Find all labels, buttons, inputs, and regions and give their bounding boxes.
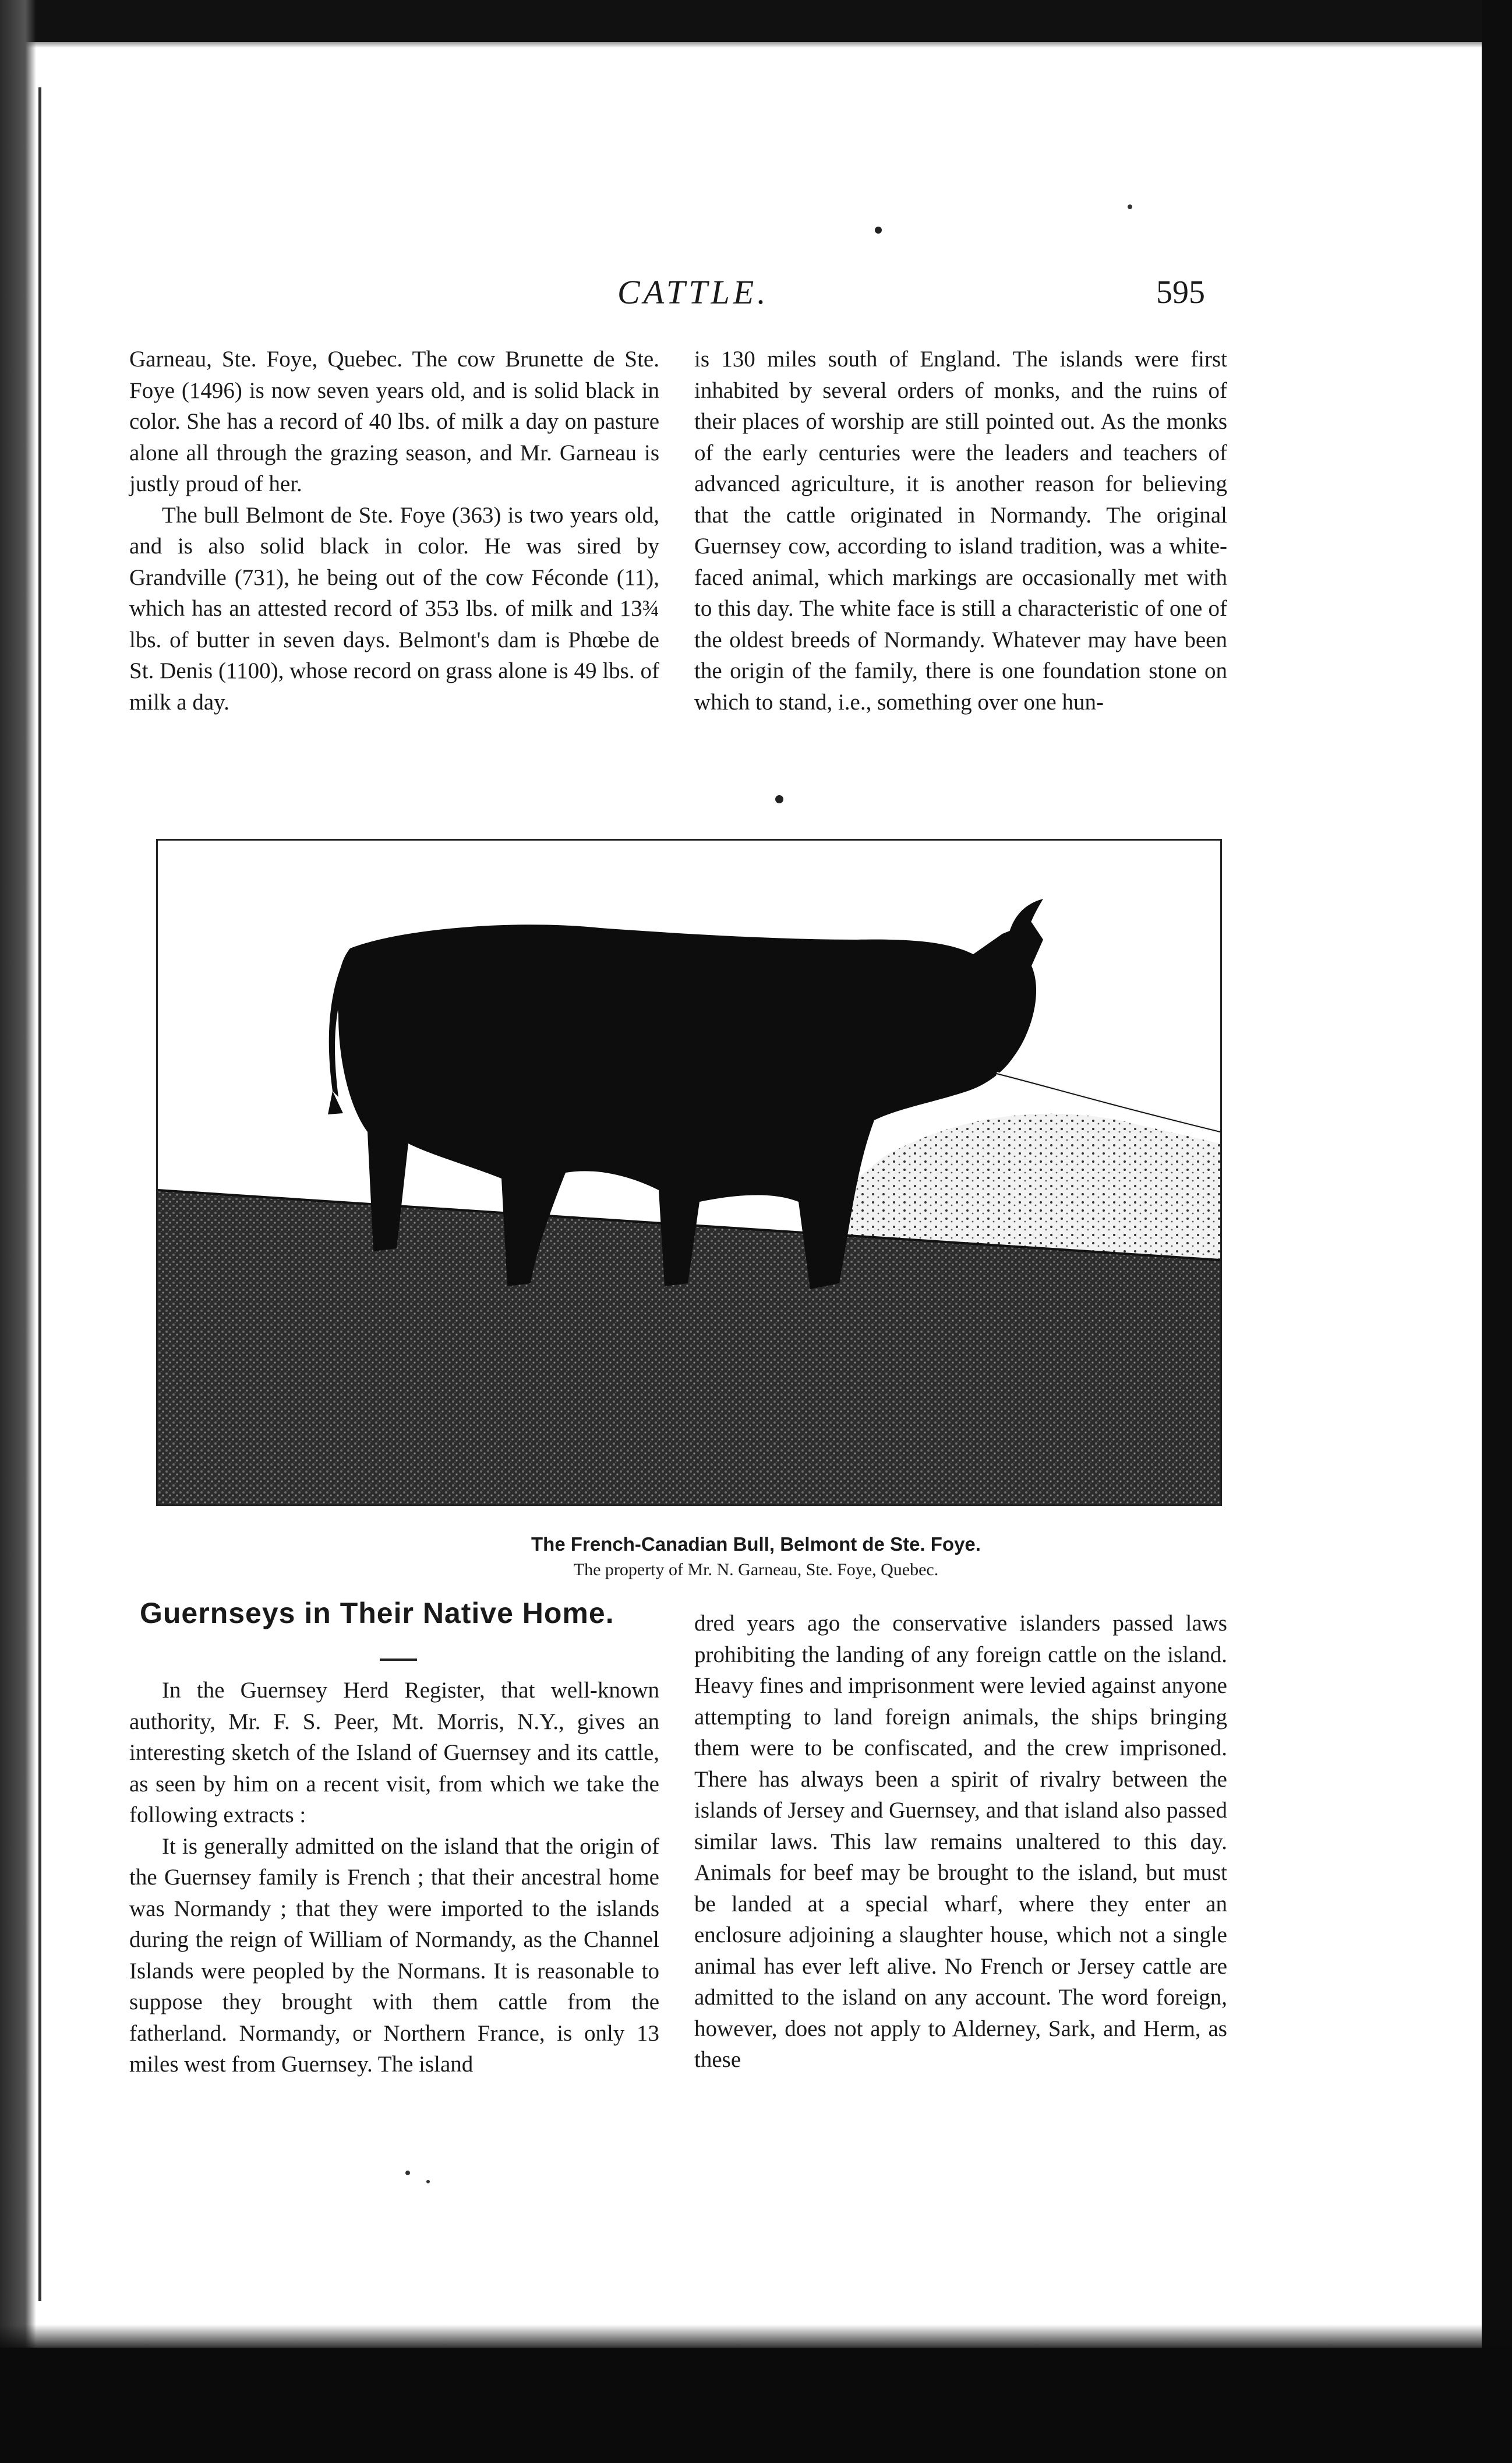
scan-gutter-line xyxy=(38,87,41,2301)
column-left-bottom xyxy=(129,1675,659,2080)
paragraph: dred years ago the conservative islanders passed laws prohibiting the landing of any foreign cattle on the island. Heavy fines and imprisonment were levied against anyone attempting to land foreign animals, the ships bringing them were to be confiscated, and the crew imprisoned. There has always been a spirit of rivalry between the islands of Jersey and Guernsey, and that island also passed similar laws. This law remains unaltered to this day. Animals for beef may be brought to the island, but must be landed at a special wharf, where they enter an enclosure adjoining a slaughter house, which not a single animal has ever left alive. No French or Jersey cattle are admitted to the island on any account. The word foreign, however, does not apply to Alderney, Sark, and Herm, as these xyxy=(694,1611,1227,2072)
column-left-top xyxy=(129,344,659,718)
figure-caption: The French-Canadian Bull, Belmont de Ste. Foye. xyxy=(531,1533,981,1555)
page-number: 595 xyxy=(1156,274,1205,310)
scan-border-top-shadow xyxy=(0,35,1512,48)
bull-photograph xyxy=(156,839,1222,1506)
section-heading: Guernseys in Their Native Home. xyxy=(140,1597,614,1629)
paragraph: Garneau, Ste. Foye, Quebec. The cow Brunette de Ste. Foye (1496) is now seven years old, and is solid black in color. She has a record of 40 lbs. of milk a day on pasture alone all through the grazing season, and Mr. Garneau is justly proud of her. xyxy=(129,347,659,496)
scan-border-left xyxy=(0,0,36,2463)
running-head: CATTLE. xyxy=(617,273,769,311)
scan-border-right xyxy=(1482,0,1512,2463)
column-right-bottom xyxy=(694,1608,1227,2076)
paragraph: The bull Belmont de Ste. Foye (363) is two years old, and is also solid black in color. He was sired by Grandville (731), he being out of the cow Féconde (11), which has an attested record of 353 lbs. of milk and 13¾ lbs. of butter in seven days. Belmont's dam is Phœbe de St. Denis (1100), whose record on grass alone is 49 lbs. of milk a day. xyxy=(129,502,659,715)
paragraph: It is generally admitted on the island that the origin of the Guernsey family is French ; that their ancestral home was Normandy ; that they were imported to the islands during the reign of William of Normandy, as the Channel Islands were peopled by the Normans. It is reasonable to suppose they brought with them cattle from the fatherland. Normandy, or Northern France, is only 13 miles west from Guernsey. The island xyxy=(129,1833,659,2077)
paragraph: In the Guernsey Herd Register, that well-known authority, Mr. F. S. Peer, Mt. Morris, N.Y., gives an interesting sketch of the Island of Guernsey and its cattle, as seen by him on a recent visit, from which we take the following extracts : xyxy=(129,1678,659,1827)
paragraph: is 130 miles south of England. The islands were first inhabited by several orders of monks, and the ruins of their places of worship are still pointed out. As the monks of the early centuries were the leaders and teachers of advanced agriculture, it is another reason for believing that the cattle originated in Normandy. The original Guernsey cow, according to island tradition, was a white-faced animal, which markings are occasionally met with to this day. The white face is still a characteristic of one of the oldest breeds of Normandy. Whatever may have been the origin of the family, there is one foundation stone on which to stand, i.e., something over one hun- xyxy=(694,347,1227,715)
column-right-top xyxy=(694,344,1227,718)
scan-border-bottom xyxy=(0,2348,1512,2463)
figure-credit: The property of Mr. N. Garneau, Ste. Foye, Quebec. xyxy=(573,1560,939,1579)
photo-illustration xyxy=(158,841,1220,1504)
heading-rule xyxy=(380,1659,417,1661)
